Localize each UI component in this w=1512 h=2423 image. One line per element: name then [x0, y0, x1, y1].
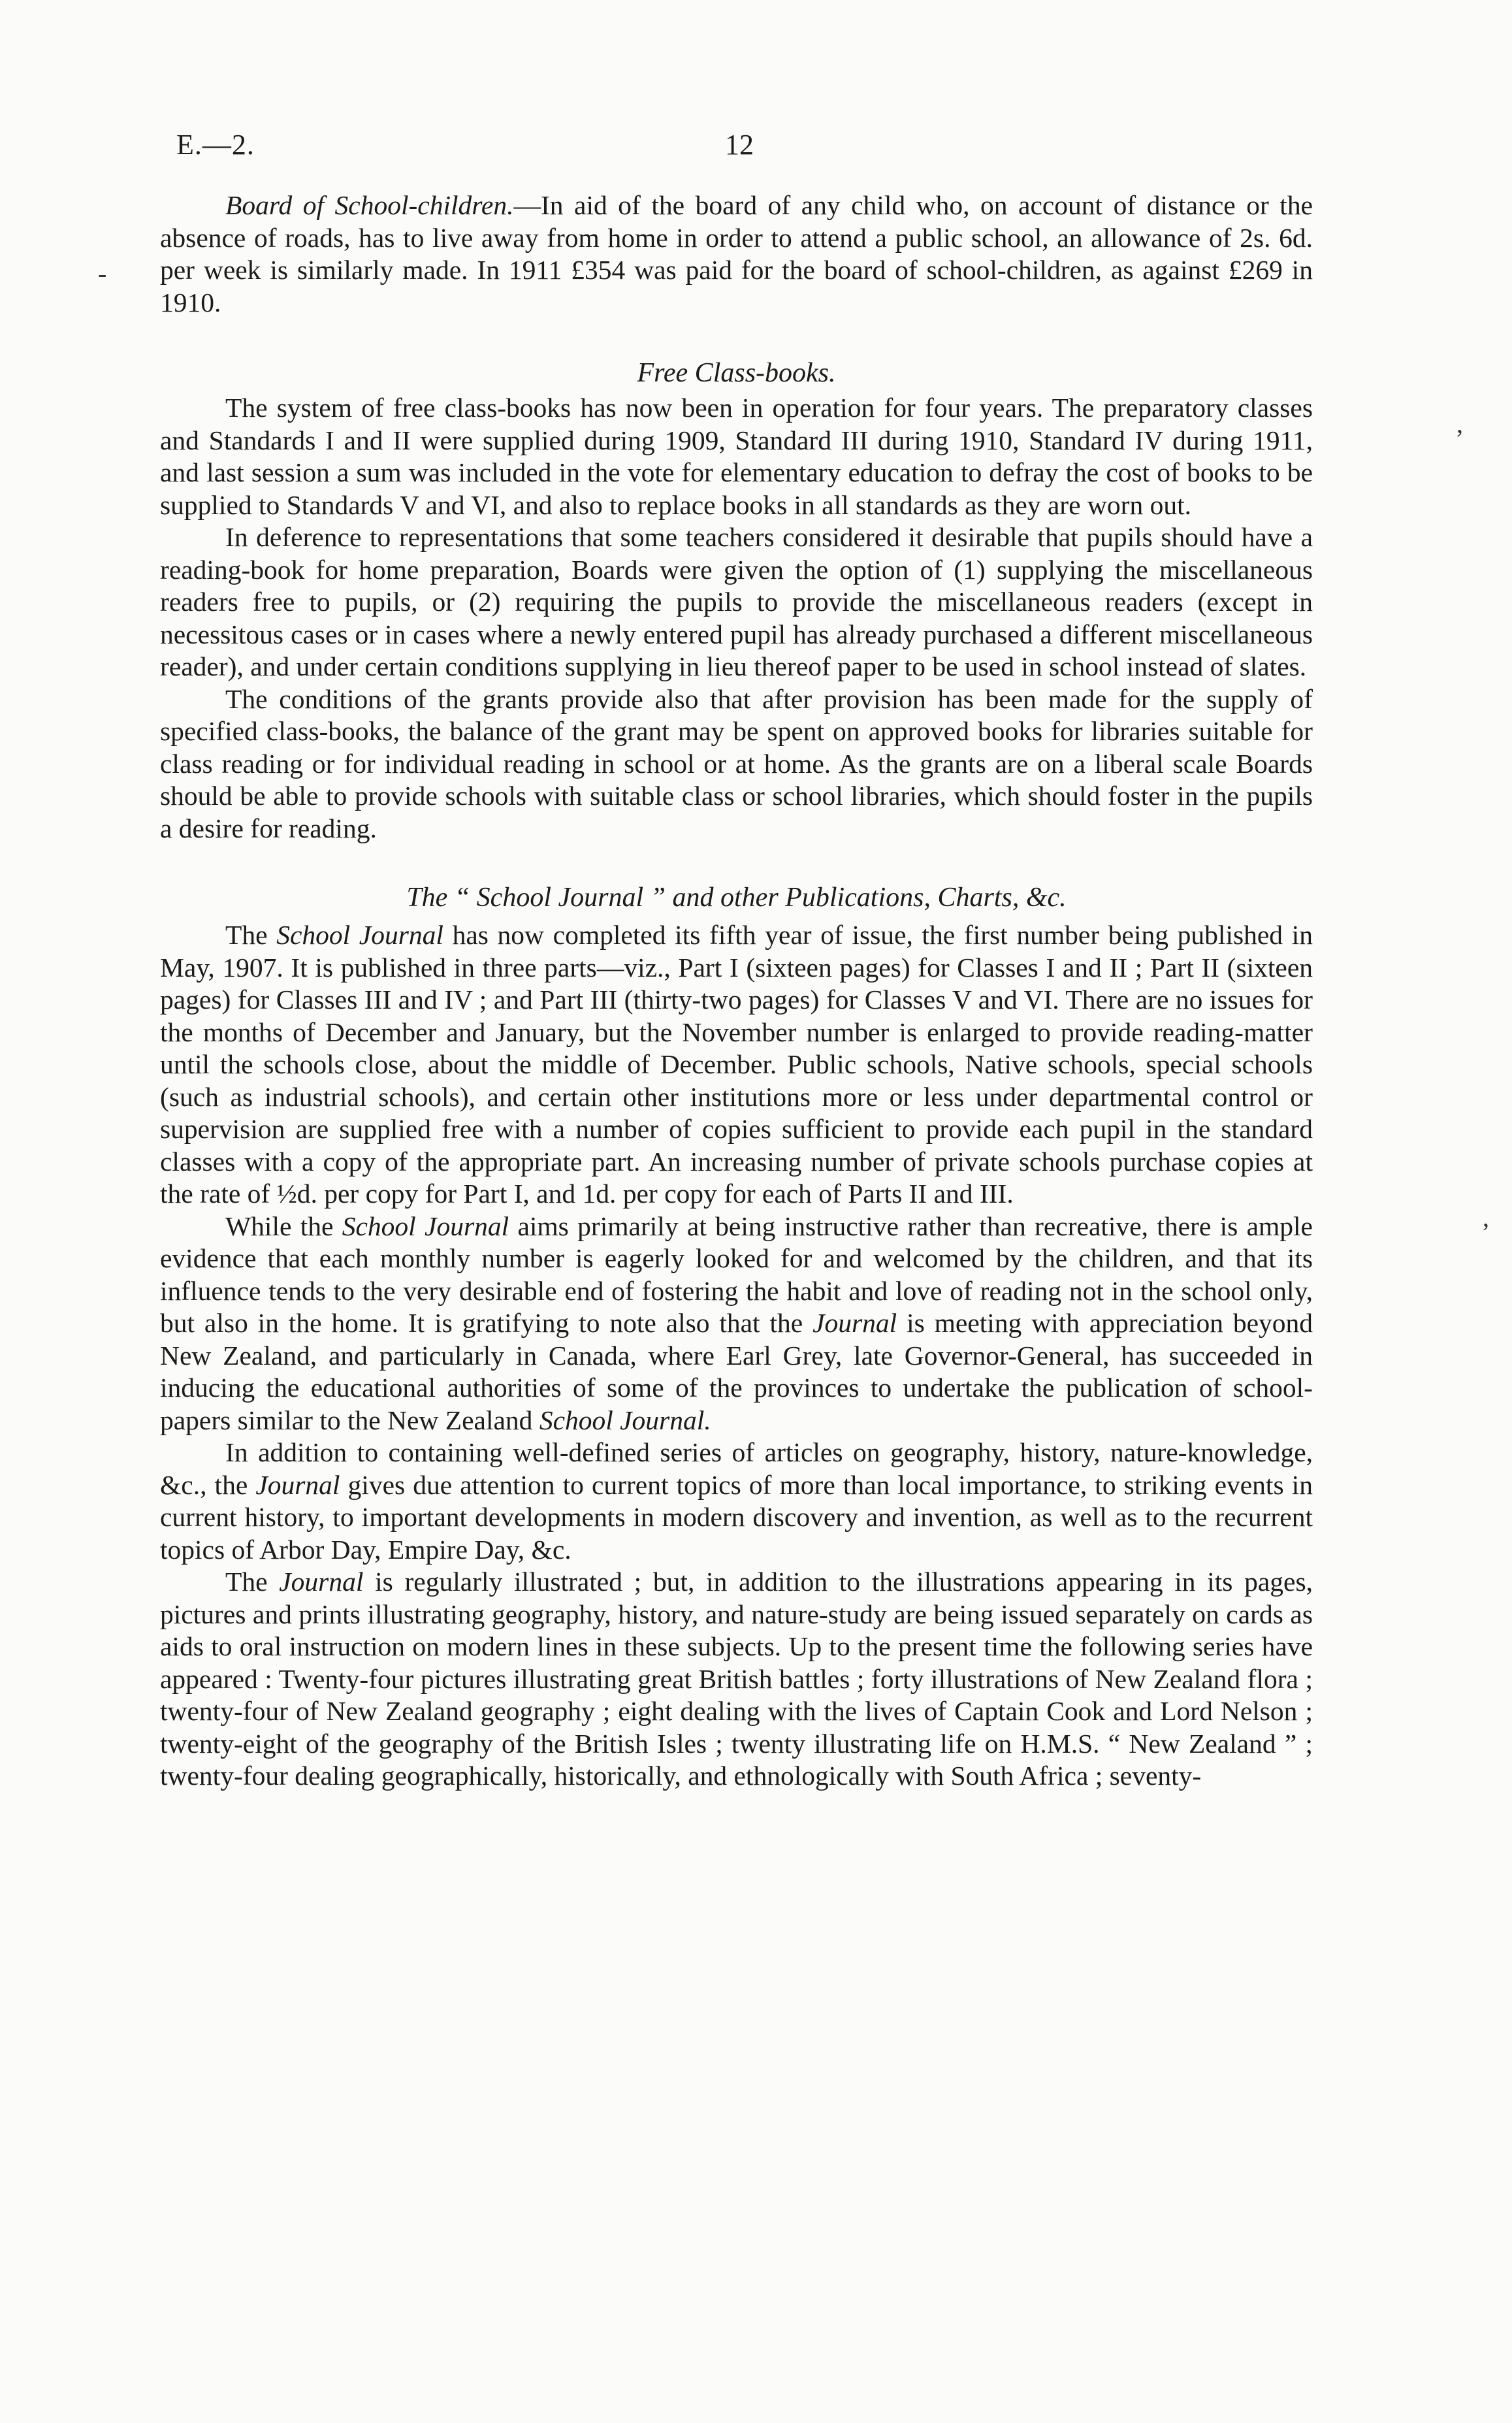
- text-run: While the: [225, 1211, 342, 1241]
- paragraph: [160, 1437, 1313, 1566]
- text-run: is regularly illustrated ; but, in addition to the illustrations appearing in its pages, pictures and prints illustrating geography, history, and nature-study are being issued separately on cards as aids to oral instruction on modern lines in these subjects. Up to the present time the following series have appeared : Twenty-four pictures illustrating great British battles ; forty illustrations of New Zealand flora ; twenty-four of New Zealand geography ; eight dealing with the lives of Captain Cook and Lord Nelson ; twenty-eight of the geography of the British Isles ; twenty illustrating life on H.M.S. “ New Zealand ” ; twenty-four dealing geographically, historically, and ethnologically with South Africa ; seventy-: [160, 1567, 1313, 1791]
- text-run: is meeting with appreciation beyond New Zealand, and particularly in Canada, where Earl Grey, late Governor-General, has succeeded in inducing the educational authorities of some of the provinces to undertake the publication of school-papers similar to the New Zealand: [160, 1308, 1313, 1435]
- section-heading-school-journal: The “ School Journal ” and other Publications, Charts, &c.: [406, 883, 1067, 913]
- italic-title: Journal: [255, 1469, 340, 1500]
- italic-title: School Journal: [342, 1211, 509, 1241]
- page-number: 12: [725, 129, 754, 161]
- italic-title: Journal: [279, 1567, 364, 1597]
- text-run: The: [225, 1567, 280, 1597]
- paragraph: [160, 1211, 1313, 1437]
- paragraph: [160, 919, 1313, 1211]
- italic-title: School Journal.: [539, 1405, 711, 1435]
- text-run: The: [225, 920, 277, 950]
- text-run: aims primarily at being instructive rather than recreative, there is ample evidence that each monthly number is eagerly looked for and welcomed by the children, and that its influence tends to the very desirable end of fostering the habit and love of reading not in the school only, but also in the home. It is gratifying to note also that the: [160, 1211, 1313, 1338]
- paragraph: The conditions of the grants provide also that after provision has been made for the supply of specified class-books, the balance of the grant may be spent on approved books for libraries suitable for class reading or for individual reading in school or at home. As the grants are on a liberal scale Boards should be able to provide schools with suitable class or school libraries, which should foster in the pupils a desire for reading.: [160, 683, 1313, 843]
- paragraph: [160, 1566, 1313, 1793]
- paragraph-text: —In aid of the board of any child who, on account of distance or the absence of roads, has to live away from home in order to attend a public school, an allowance of 2s. 6d. per week is similarly made. In 1911 £354 was paid for the board of school-children, as against £269 in 1910.: [160, 190, 1313, 317]
- document-body: [160, 189, 1313, 1793]
- document-reference: E.—2.: [176, 129, 255, 161]
- text-run: gives due attention to current topics of more than local importance, to striking events in current history, to important developments in modern discovery and invention, as well as to the recurrent topics of Arbor Day, Empire Day, &c.: [160, 1469, 1313, 1565]
- run-in-heading: Board of School-children.: [225, 190, 514, 220]
- section-heading-free-class-books: Free Class-books.: [637, 358, 836, 388]
- paragraph: In deference to representations that some teachers considered it desirable that pupils should have a reading-book for home preparation, Boards were given the option of (1) supplying the miscellaneous readers free to pupils, or (2) requiring the pupils to provide the miscellaneous readers (except in necessitous cases or in cases where a newly entered pupil has already purchased a different miscellaneous reader), and under certain conditions supplying in lieu thereof paper to be used in school instead of slates.: [160, 522, 1313, 681]
- italic-title: School Journal: [276, 920, 443, 950]
- paragraph: The system of free class-books has now been in operation for four years. The preparatory classes and Standards I and II were supplied during 1909, Standard III during 1910, Standard IV during 1911, and last session a sum was included in the vote for elementary education to defray the cost of books to be supplied to Standards V and VI, and also to replace books in all standards as they are worn out.: [160, 393, 1313, 520]
- margin-mark: ,: [1483, 1203, 1489, 1232]
- italic-title: Journal: [812, 1308, 897, 1338]
- margin-mark: -: [98, 259, 107, 288]
- text-run: In addition to containing well-defined series of articles on geography, history, nature-knowledge, &c., the: [160, 1437, 1313, 1500]
- text-run: has now completed its fifth year of issue, the first number being published in May, 1907. It is published in three parts—viz., Part I (sixteen pages) for Classes I and II ; Part II (sixteen pages) for Classes III and IV ; and Part III (thirty-two pages) for Classes V and VI. There are no issues for the months of December and January, but the November number is enlarged to provide reading-matter until the schools close, about the middle of December. Public schools, Native schools, special schools (such as industrial schools), and certain other institutions more or less under departmental control or supervision are supplied free with a number of copies sufficient to provide each pupil in the standard classes with a copy of the appropriate part. An increasing number of private schools purchase copies at the rate of ½d. per copy for Part I, and 1d. per copy for each of Parts II and III.: [160, 920, 1313, 1209]
- margin-mark: ,: [1456, 409, 1463, 438]
- board-of-school-children-paragraph: [160, 189, 1313, 319]
